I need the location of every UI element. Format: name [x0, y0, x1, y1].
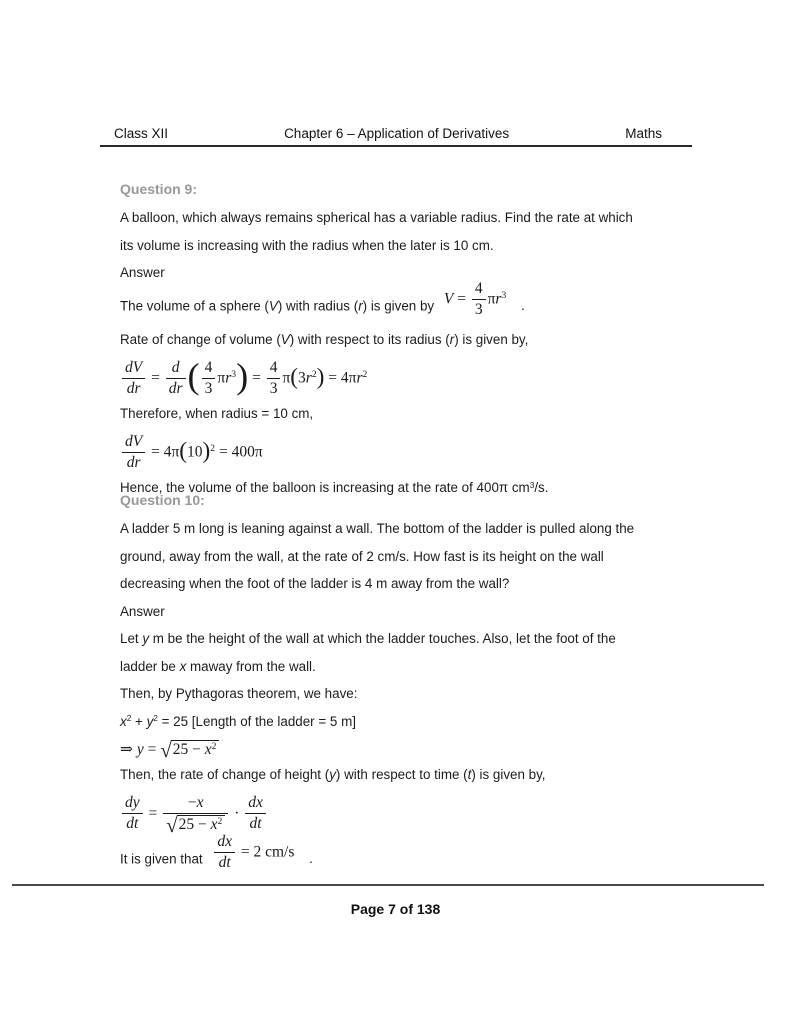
question-9-text: A balloon, which always remains spherical has a variable radius. Find the rate at which its volume is increasing with the radius when the later is 10 cm.	[120, 210, 633, 253]
rate-of-height-sentence: Then, the rate of change of height (y) with respect to time (t) is given by,	[120, 767, 546, 782]
therefore-sentence: Therefore, when radius = 10 cm,	[120, 406, 314, 422]
let-y-sentence: Let y m be the height of the wall at which the ladder touches. Also, let the foot of the ladder be x maway from the wall.	[120, 631, 616, 674]
sphere-volume-formula: V = $\frac{4}{3}$ $\pi r^3$	[443, 279, 507, 318]
given-sentence	[120, 833, 680, 880]
question-10-answer-label: Answer	[120, 603, 165, 619]
header-subject-label: Maths	[625, 126, 662, 141]
hence-sentence: Hence, the volume of the balloon is increasing at the rate of 400π $cm^3/s$.	[120, 479, 549, 496]
question-10-section	[120, 489, 680, 880]
page-number: Page 7 of 138	[350, 901, 441, 917]
volume-sentence	[120, 279, 680, 327]
given-sentence-period: .	[309, 851, 313, 867]
ladder-equation: $x^2 + y^2 = 25$ [Length of the ladder = 5 m]	[120, 712, 356, 729]
header-chapter-title: Chapter 6 – Application of Derivatives	[284, 126, 510, 141]
header-class-label: Class XII	[114, 126, 169, 141]
dvdr-at-radius-10-formula: $\frac{dV}{dr}$ = $4\pi(10)^2 = 400\pi$	[120, 433, 680, 473]
question-9-section	[120, 178, 680, 502]
volume-sentence-period: .	[520, 297, 525, 313]
question-9-answer-label: Answer	[120, 265, 165, 280]
dydt-formula: $\frac{dy}{dt}$ = $\frac{-x}{√25 - x^2}$ · $\frac{dx}{dt}$	[120, 794, 680, 835]
question-9-heading: Question 9:	[120, 181, 198, 197]
page-header	[100, 126, 692, 147]
dxdt-given-formula: $\frac{dx}{dt}$ = 2 cm/s	[212, 833, 294, 873]
volume-sentence-text: The volume of a sphere (V) with radius (r) is given by	[120, 297, 435, 313]
dvdr-derivation-formula: $\frac{dV}{dr}$ = $\frac{d}{dr}$ ( $\frac{4}{3}$ $\pi r^3$) = $\frac{4}{3}$ $\pi(3r^2) = 4\pi r^2$	[120, 359, 680, 399]
footer-rule	[12, 884, 764, 886]
rate-of-change-sentence: Rate of change of volume (V) with respect to its radius (r) is given by,	[120, 332, 529, 348]
question-10-text: A ladder 5 m long is leaning against a wall. The bottom of the ladder is pulled along the ground, away from the wall, at the rate of 2 cm/s. How fast is its height on the wall decreasing when the foot of the ladder is 4 m away from the wall?	[120, 521, 635, 591]
given-sentence-text: It is given that	[120, 851, 207, 867]
question-10-heading: Question 10:	[120, 492, 205, 508]
y-sqrt-formula: ⇒ $y = √25 - x^2$	[120, 740, 680, 759]
pythagoras-sentence: Then, by Pythagoras theorem, we have:	[120, 686, 358, 701]
